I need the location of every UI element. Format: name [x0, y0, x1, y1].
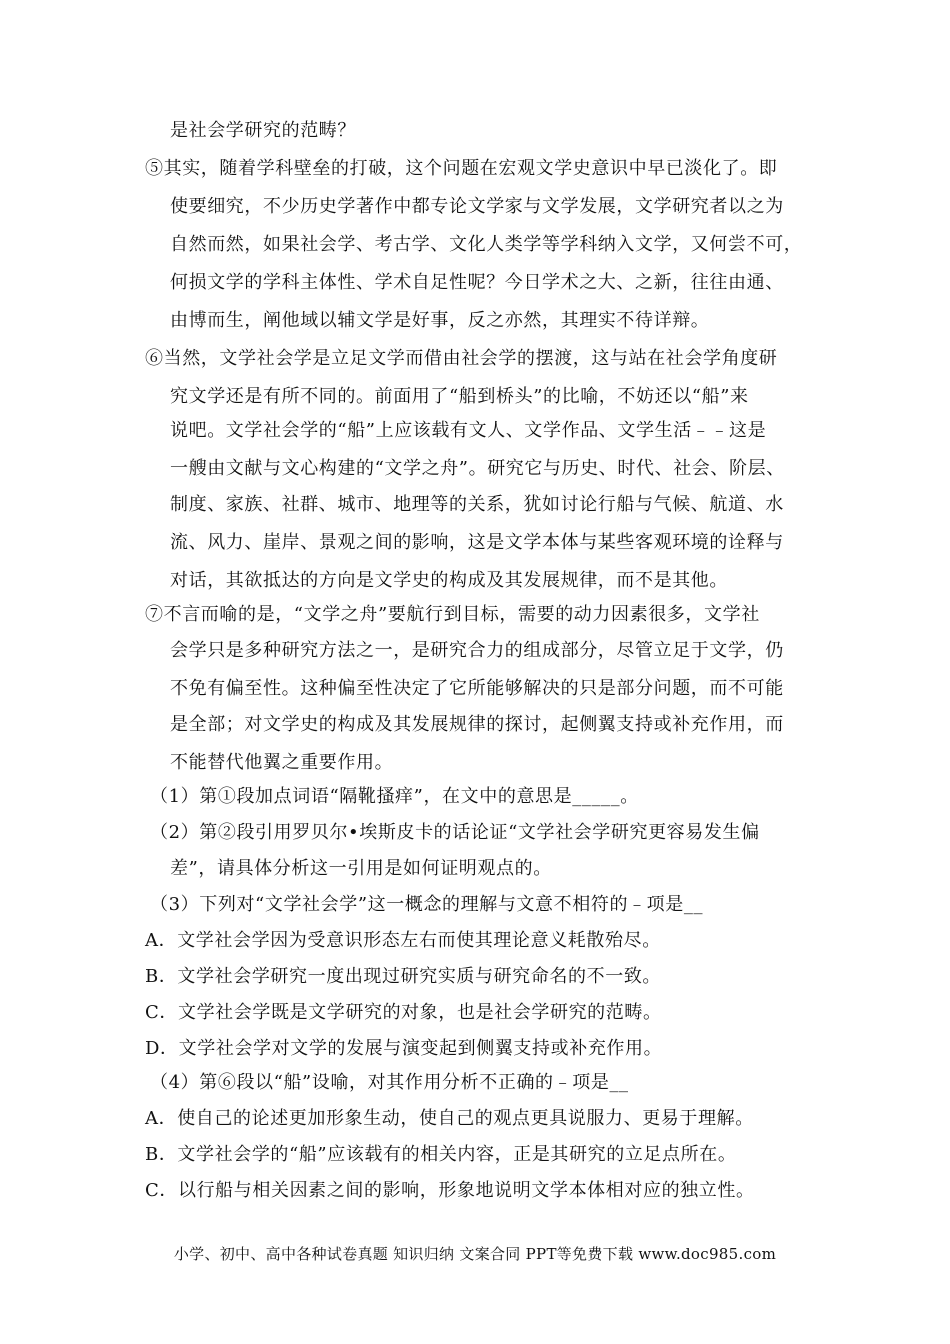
- paragraph-6-line-2: 究文学还是有所不同的。前面用了“船到桥头”的比喻，不妨还以“船”来: [170, 386, 749, 407]
- question-4-option-c: C．以行船与相关因素之间的影响，形象地说明文学本体相对应的独立性。: [145, 1180, 755, 1201]
- paragraph-7-line-4: 是全部；对文学史的构成及其发展规律的探讨，起侧翼支持或补充作用，而: [170, 714, 784, 735]
- question-4-option-b: B．文学社会学的“船”应该载有的相关内容，正是其研究的立足点所在。: [145, 1144, 737, 1165]
- page-footer: 小学、初中、高中各种试卷真题 知识归纳 文案合同 PPT等免费下载 www.doc985.com: [173, 1245, 777, 1263]
- paragraph-6-line-6: 流、风力、崖岸、景观之间的影响，这是文学本体与某些客观环境的诠释与: [170, 532, 784, 553]
- paragraph-6-line-3: 说吧。文学社会学的“船”上应该载有文人、文学作品、文学生活﹣﹣这是: [170, 420, 767, 441]
- paragraph-6-line-1: ⑥当然，文学社会学是立足文学而借由社会学的摆渡，这与站在社会学角度研: [145, 348, 778, 369]
- paragraph-5-number: ⑤: [145, 158, 164, 179]
- question-4: （4）第⑥段以“船”设喻，对其作用分析不正确的﹣项是__: [150, 1072, 629, 1093]
- question-3: （3）下列对“文学社会学”这一概念的理解与文意不相符的﹣项是__: [150, 894, 704, 915]
- paragraph-5-line-5: 由博而生，阐他域以辅文学是好事，反之亦然，其理实不待详辩。: [170, 310, 710, 331]
- question-3-option-a: A．文学社会学因为受意识形态左右而使其理论意义耗散殆尽。: [145, 930, 661, 951]
- paragraph-6-line-7: 对话，其欲抵达的方向是文学史的构成及其发展规律，而不是其他。: [170, 570, 728, 591]
- paragraph-5-line-1: ⑤其实，随着学科壁垒的打破，这个问题在宏观文学史意识中早已淡化了。即: [145, 158, 778, 179]
- paragraph-6-line-4: 一艘由文献与文心构建的“文学之舟”。研究它与历史、时代、社会、阶层、: [170, 458, 785, 479]
- question-2-line-2: 差”，请具体分析这一引用是如何证明观点的。: [170, 858, 552, 879]
- paragraph-6-number: ⑥: [145, 348, 164, 369]
- paragraph-7-line-3: 不免有偏至性。这种偏至性决定了它所能够解决的只是部分问题，而不可能: [170, 678, 784, 699]
- question-3-option-b: B．文学社会学研究一度出现过研究实质与研究命名的不一致。: [145, 966, 662, 987]
- question-3-option-d: D．文学社会学对文学的发展与演变起到侧翼支持或补充作用。: [145, 1038, 663, 1059]
- question-2-line-1: （2）第②段引用罗贝尔•埃斯皮卡的话论证“文学社会学研究更容易发生偏: [150, 822, 760, 843]
- question-1: （1）第①段加点词语“隔靴搔痒”，在文中的意思是_____。: [150, 786, 639, 807]
- question-4-option-a: A．使自己的论述更加形象生动，使自己的观点更具说服力、更易于理解。: [145, 1108, 754, 1129]
- paragraph-7-line-5: 不能替代他翼之重要作用。: [170, 752, 394, 773]
- paragraph-7-line-1: ⑦不言而喻的是，“文学之舟”要航行到目标，需要的动力因素很多，文学社: [145, 604, 760, 625]
- paragraph-6-line-5: 制度、家族、社群、城市、地理等的关系，犹如讨论行船与气候、航道、水: [170, 494, 784, 515]
- paragraph-5-line-3: 自然而然，如果社会学、考古学、文化人类学等学科纳入文学，又何尝不可，: [170, 234, 803, 255]
- paragraph-5-line-4: 何损文学的学科主体性、学术自足性呢？今日学术之大、之新，往往由通、: [170, 272, 784, 293]
- continuation-line: 是社会学研究的范畴？: [170, 120, 356, 141]
- paragraph-5-line-2: 使要细究，不少历史学著作中都专论文学家与文学发展，文学研究者以之为: [170, 196, 784, 217]
- paragraph-7-number: ⑦: [145, 604, 164, 625]
- question-3-option-c: C．文学社会学既是文学研究的对象，也是社会学研究的范畴。: [145, 1002, 662, 1023]
- paragraph-7-line-2: 会学只是多种研究方法之一，是研究合力的组成部分，尽管立足于文学，仍: [170, 640, 784, 661]
